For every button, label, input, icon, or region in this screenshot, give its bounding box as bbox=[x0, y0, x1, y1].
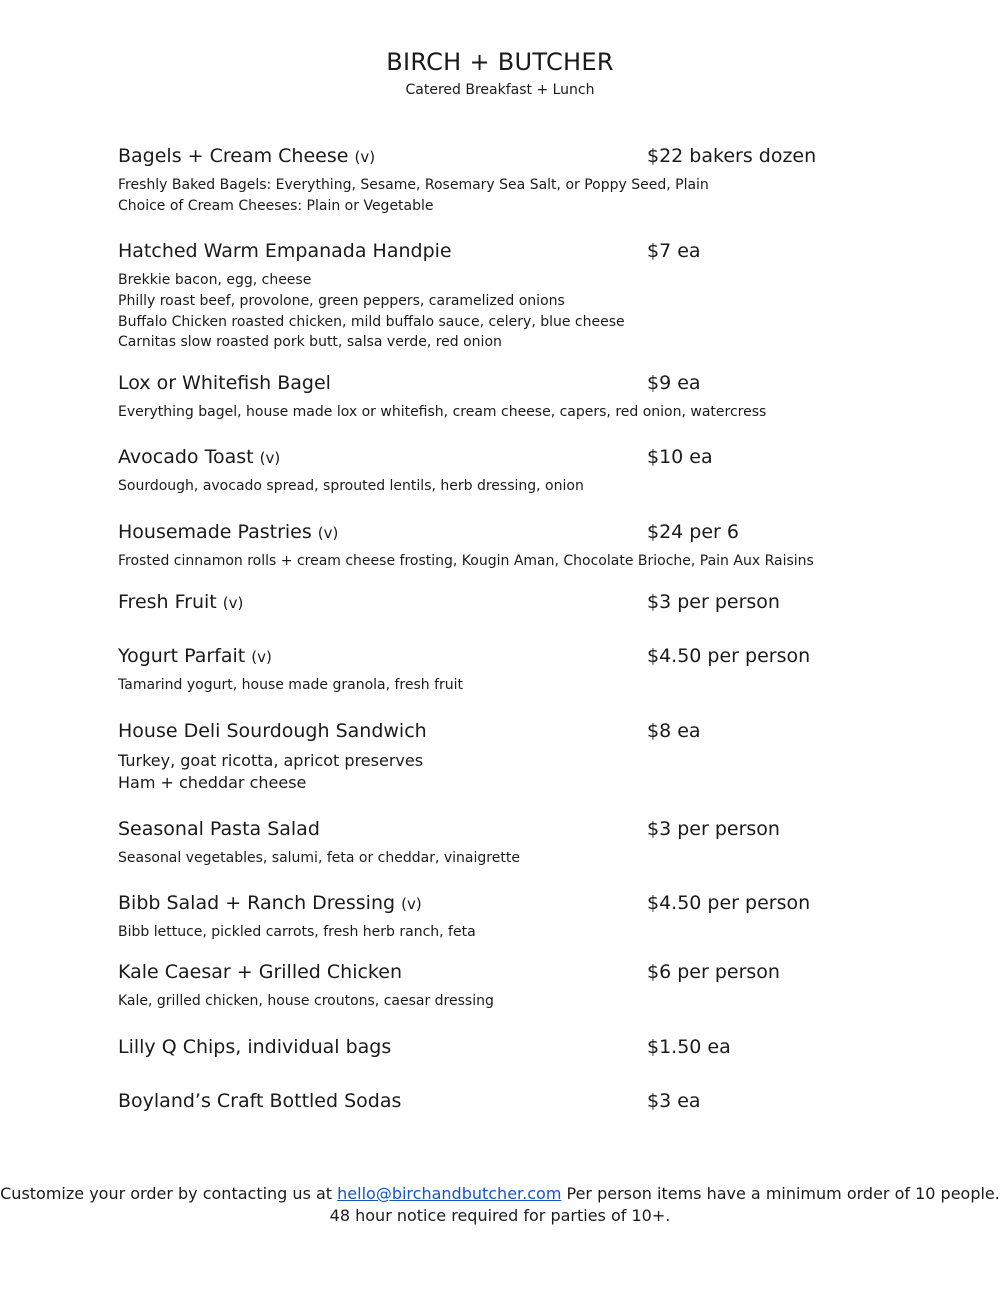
description-line: Bibb lettuce, pickled carrots, fresh herb ranch, feta bbox=[118, 924, 476, 940]
item-price: $7 ea bbox=[647, 240, 701, 262]
item-name-text: Lox or Whitefish Bagel bbox=[118, 372, 331, 394]
item-name-text: Seasonal Pasta Salad bbox=[118, 818, 320, 840]
item-name bbox=[118, 645, 272, 667]
vegetarian-tag: (v) bbox=[222, 594, 244, 612]
description-line: Buffalo Chicken roasted chicken, mild buffalo sauce, celery, blue cheese bbox=[118, 313, 625, 330]
description-line: Tamarind yogurt, house made granola, fresh fruit bbox=[118, 677, 464, 693]
footer-text-before: Customize your order by contacting us at bbox=[0, 1184, 338, 1203]
item-name-text: Avocado Toast bbox=[118, 446, 254, 468]
item-price: $8 ea bbox=[647, 720, 701, 742]
vegetarian-tag: (v) bbox=[317, 524, 339, 542]
description-line: Everything bagel, house made lox or whitefish, cream cheese, capers, red onion, watercress bbox=[118, 404, 767, 420]
item-name-text: Housemade Pastries bbox=[118, 521, 318, 543]
item-description bbox=[118, 270, 625, 353]
description-line: Choice of Cream Cheeses: Plain or Vegetable bbox=[118, 197, 434, 214]
item-price: $3 ea bbox=[647, 1090, 701, 1112]
item-name-text: Lilly Q Chips, individual bags bbox=[118, 1036, 392, 1058]
item-name bbox=[118, 521, 338, 543]
item-name bbox=[118, 1090, 401, 1112]
description-line: Freshly Baked Bagels: Everything, Sesame, Rosemary Sea Salt, or Poppy Seed, Plain bbox=[118, 177, 709, 193]
item-price: $3 per person bbox=[647, 818, 780, 840]
item-price: $22 bakers dozen bbox=[647, 145, 817, 167]
item-price: $9 ea bbox=[647, 372, 701, 394]
item-price: $6 per person bbox=[647, 961, 780, 983]
description-line: Turkey, goat ricotta, apricot preserves bbox=[118, 751, 424, 770]
description-line: Ham + cheddar cheese bbox=[118, 773, 307, 792]
item-price: $4.50 per person bbox=[647, 645, 811, 667]
item-name bbox=[118, 892, 422, 914]
item-description bbox=[118, 175, 709, 217]
contact-email-link[interactable]: hello@birchandbutcher.com bbox=[337, 1184, 562, 1203]
item-description bbox=[118, 675, 463, 696]
item-name bbox=[118, 961, 402, 983]
item-name-text: Fresh Fruit bbox=[118, 591, 217, 613]
item-price: $10 ea bbox=[647, 446, 713, 468]
item-description bbox=[118, 848, 520, 869]
description-line: Frosted cinnamon rolls + cream cheese frosting, Kougin Aman, Chocolate Brioche, Pain Aux Raisins bbox=[118, 553, 814, 569]
footer-text-after: Per person items have a minimum order of 10 people. 48 hour notice required for parties of 10+. bbox=[329, 1184, 1000, 1225]
item-name bbox=[118, 240, 452, 262]
menu-title: BIRCH + BUTCHER bbox=[386, 48, 614, 76]
item-description bbox=[118, 922, 476, 943]
item-name bbox=[118, 591, 243, 613]
item-description bbox=[118, 476, 584, 497]
description-line: Brekkie bacon, egg, cheese bbox=[118, 272, 312, 288]
description-line: Kale, grilled chicken, house croutons, caesar dressing bbox=[118, 993, 494, 1009]
item-name-text: Yogurt Parfait bbox=[118, 645, 246, 667]
footer-note bbox=[0, 1183, 1000, 1227]
item-description bbox=[118, 750, 423, 794]
vegetarian-tag: (v) bbox=[354, 148, 376, 166]
item-name bbox=[118, 818, 320, 840]
item-name-text: Bibb Salad + Ranch Dressing bbox=[118, 892, 396, 914]
item-description bbox=[118, 551, 814, 572]
item-name bbox=[118, 372, 331, 394]
item-price: $24 per 6 bbox=[647, 521, 739, 543]
description-line: Philly roast beef, provolone, green peppers, caramelized onions bbox=[118, 292, 565, 309]
item-name-text: Kale Caesar + Grilled Chicken bbox=[118, 961, 402, 983]
description-line: Seasonal vegetables, salumi, feta or cheddar, vinaigrette bbox=[118, 850, 520, 866]
item-price: $3 per person bbox=[647, 591, 780, 613]
item-name-text: House Deli Sourdough Sandwich bbox=[118, 720, 427, 742]
item-name bbox=[118, 446, 280, 468]
item-description bbox=[118, 402, 766, 423]
item-name bbox=[118, 145, 375, 167]
description-line: Carnitas slow roasted pork butt, salsa verde, red onion bbox=[118, 334, 502, 351]
menu-subtitle: Catered Breakfast + Lunch bbox=[405, 82, 595, 98]
vegetarian-tag: (v) bbox=[401, 895, 422, 913]
item-name-text: Boyland’s Craft Bottled Sodas bbox=[118, 1090, 402, 1112]
description-line: Sourdough, avocado spread, sprouted lentils, herb dressing, onion bbox=[118, 478, 584, 494]
item-description bbox=[118, 991, 494, 1012]
item-price: $4.50 per person bbox=[647, 892, 811, 914]
item-name-text: Hatched Warm Empanada Handpie bbox=[118, 240, 452, 262]
vegetarian-tag: (v) bbox=[259, 449, 281, 467]
item-name-text: Bagels + Cream Cheese bbox=[118, 145, 349, 167]
item-name bbox=[118, 1036, 391, 1058]
item-price: $1.50 ea bbox=[647, 1036, 731, 1058]
item-name bbox=[118, 720, 427, 742]
vegetarian-tag: (v) bbox=[251, 648, 272, 666]
